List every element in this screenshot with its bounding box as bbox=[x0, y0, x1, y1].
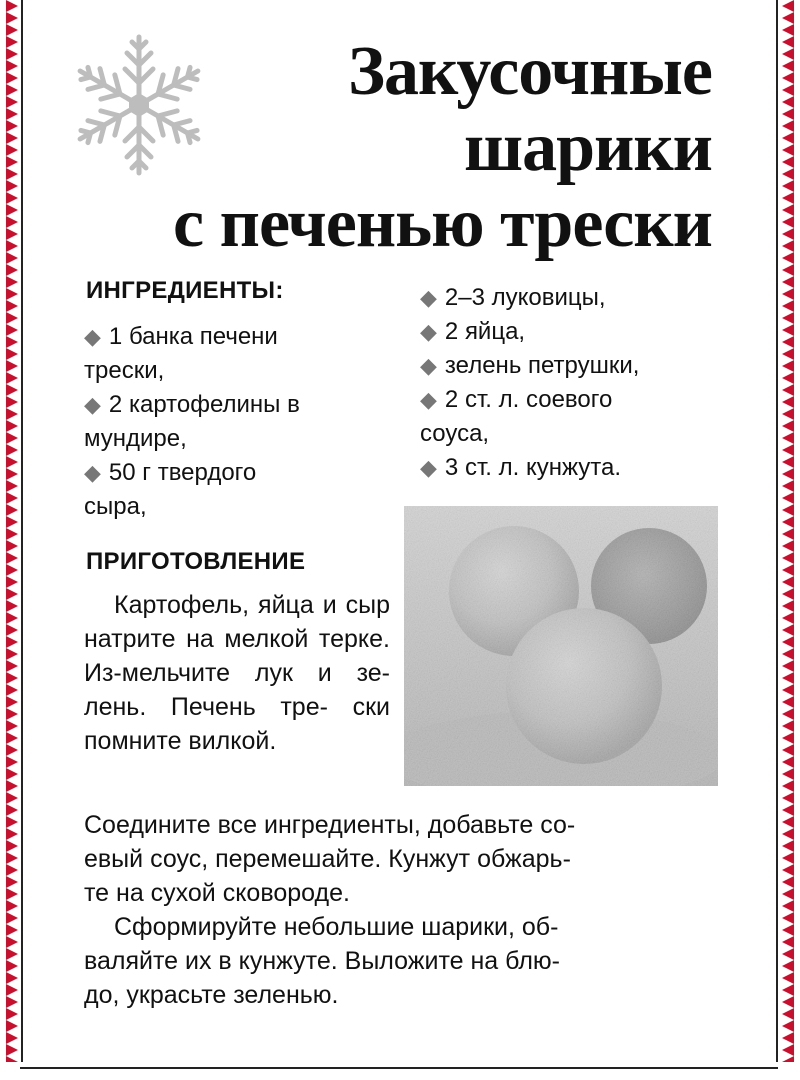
diamond-bullet-icon: ◆ bbox=[84, 460, 101, 485]
ingredient-item: ◆ 50 г твердого сыра, bbox=[84, 459, 257, 520]
ingredient-item: ◆ зелень петрушки, bbox=[420, 352, 640, 379]
title-line-3: с печенью трески bbox=[173, 185, 712, 262]
ingredients-list-left bbox=[84, 320, 404, 524]
right-ornament-border bbox=[772, 0, 800, 1080]
preparation-paragraph-2: Сформируйте небольшие шарики, об- валяйте их в кунжуте. Выложите на блю- до, украсьте зеленью. bbox=[84, 913, 561, 1009]
ingredients-list-right bbox=[420, 281, 740, 485]
preparation-text-wide bbox=[84, 808, 716, 1012]
diamond-bullet-icon: ◆ bbox=[84, 324, 101, 349]
preparation-text-narrow: Картофель, яйца и сыр натрите на мелкой терке. Из-мельчите лук и зе- лень. Печень тре- ски помните вилкой. bbox=[84, 591, 391, 755]
ingredients-heading: ИНГРЕДИЕНТЫ: bbox=[86, 277, 284, 304]
title-line-1: Закусочные bbox=[348, 33, 712, 110]
diamond-bullet-icon: ◆ bbox=[420, 353, 437, 378]
snack-balls-photo bbox=[404, 506, 718, 786]
ingredient-item: ◆ 2 яйца, bbox=[420, 318, 526, 345]
bottom-border bbox=[0, 1062, 800, 1080]
ingredient-item: ◆ 1 банка печени трески, bbox=[84, 323, 278, 384]
diamond-bullet-icon: ◆ bbox=[420, 387, 437, 412]
photo-illustration bbox=[404, 506, 718, 786]
ingredient-item: ◆ 2–3 луковицы, bbox=[420, 284, 606, 311]
ingredient-item: ◆ 3 ст. л. кунжута. bbox=[420, 454, 622, 481]
ingredient-item: ◆ 2 ст. л. соевого соуса, bbox=[420, 386, 613, 447]
preparation-paragraph-1: Соедините все ингредиенты, добавьте со- евый соус, перемешайте. Кунжут обжарь- те на сухой сковороде. bbox=[84, 811, 576, 907]
preparation-heading: ПРИГОТОВЛЕНИЕ bbox=[86, 548, 306, 575]
diamond-bullet-icon: ◆ bbox=[420, 455, 437, 480]
title-line-2: шарики bbox=[463, 109, 712, 186]
diamond-bullet-icon: ◆ bbox=[84, 392, 101, 417]
diamond-bullet-icon: ◆ bbox=[420, 319, 437, 344]
recipe-title bbox=[152, 34, 712, 262]
diamond-bullet-icon: ◆ bbox=[420, 285, 437, 310]
left-ornament-border bbox=[0, 0, 26, 1080]
ingredient-item: ◆ 2 картофелины в мундире, bbox=[84, 391, 300, 452]
